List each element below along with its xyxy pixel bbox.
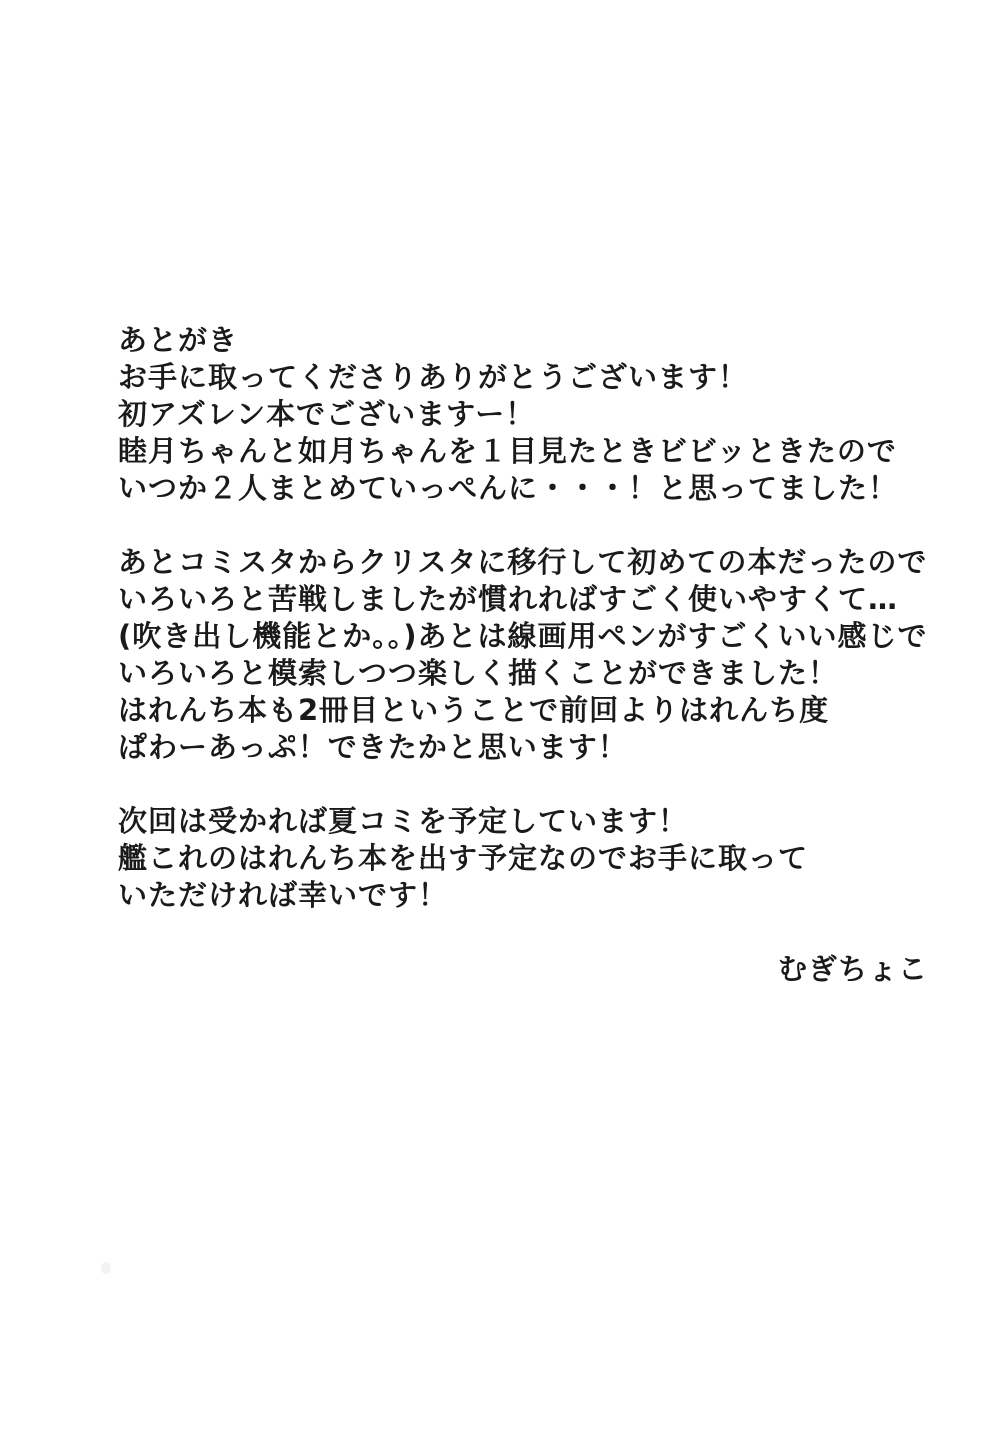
afterword-line: いろいろと模索しつつ楽しく描くことができました！ — [118, 656, 839, 690]
author-signature: むぎちょこ — [777, 952, 928, 986]
afterword-line: 睦月ちゃんと如月ちゃんを１目見たときビビッときたので — [118, 434, 897, 468]
afterword-line: はれんち本も2冊目ということで前回よりはれんち度 — [118, 693, 830, 727]
afterword-line: お手に取ってくださりありがとうございます！ — [118, 360, 749, 394]
afterword-title: あとがき — [118, 323, 239, 357]
afterword-line: 初アズレン本でございますー！ — [118, 397, 536, 431]
afterword-line: 次回は受かれば夏コミを予定しています！ — [118, 804, 689, 838]
afterword-line: いろいろと苦戦しましたが慣れればすごく使いやすくて… — [118, 582, 899, 616]
afterword-line: いただければ幸いです！ — [118, 878, 449, 912]
afterword-line: ぱわーあっぷ！できたかと思います！ — [118, 730, 628, 764]
afterword-text-block — [118, 322, 930, 988]
afterword-line: 艦これのはれんち本を出す予定なのでお手に取って — [118, 841, 809, 875]
afterword-line: (吹き出し機能とか。。)あとは線画用ペンがすごくいい感じで — [118, 619, 928, 653]
afterword-block-next — [118, 803, 930, 914]
afterword-block-tools — [118, 544, 930, 766]
afterword-line: いつか２人まとめていっぺんに・・・！と思ってました！ — [118, 471, 899, 505]
scan-artifact — [101, 1262, 111, 1274]
afterword-block-intro — [118, 322, 930, 507]
afterword-line: あとコミスタからクリスタに移行して初めての本だったので — [118, 545, 928, 579]
